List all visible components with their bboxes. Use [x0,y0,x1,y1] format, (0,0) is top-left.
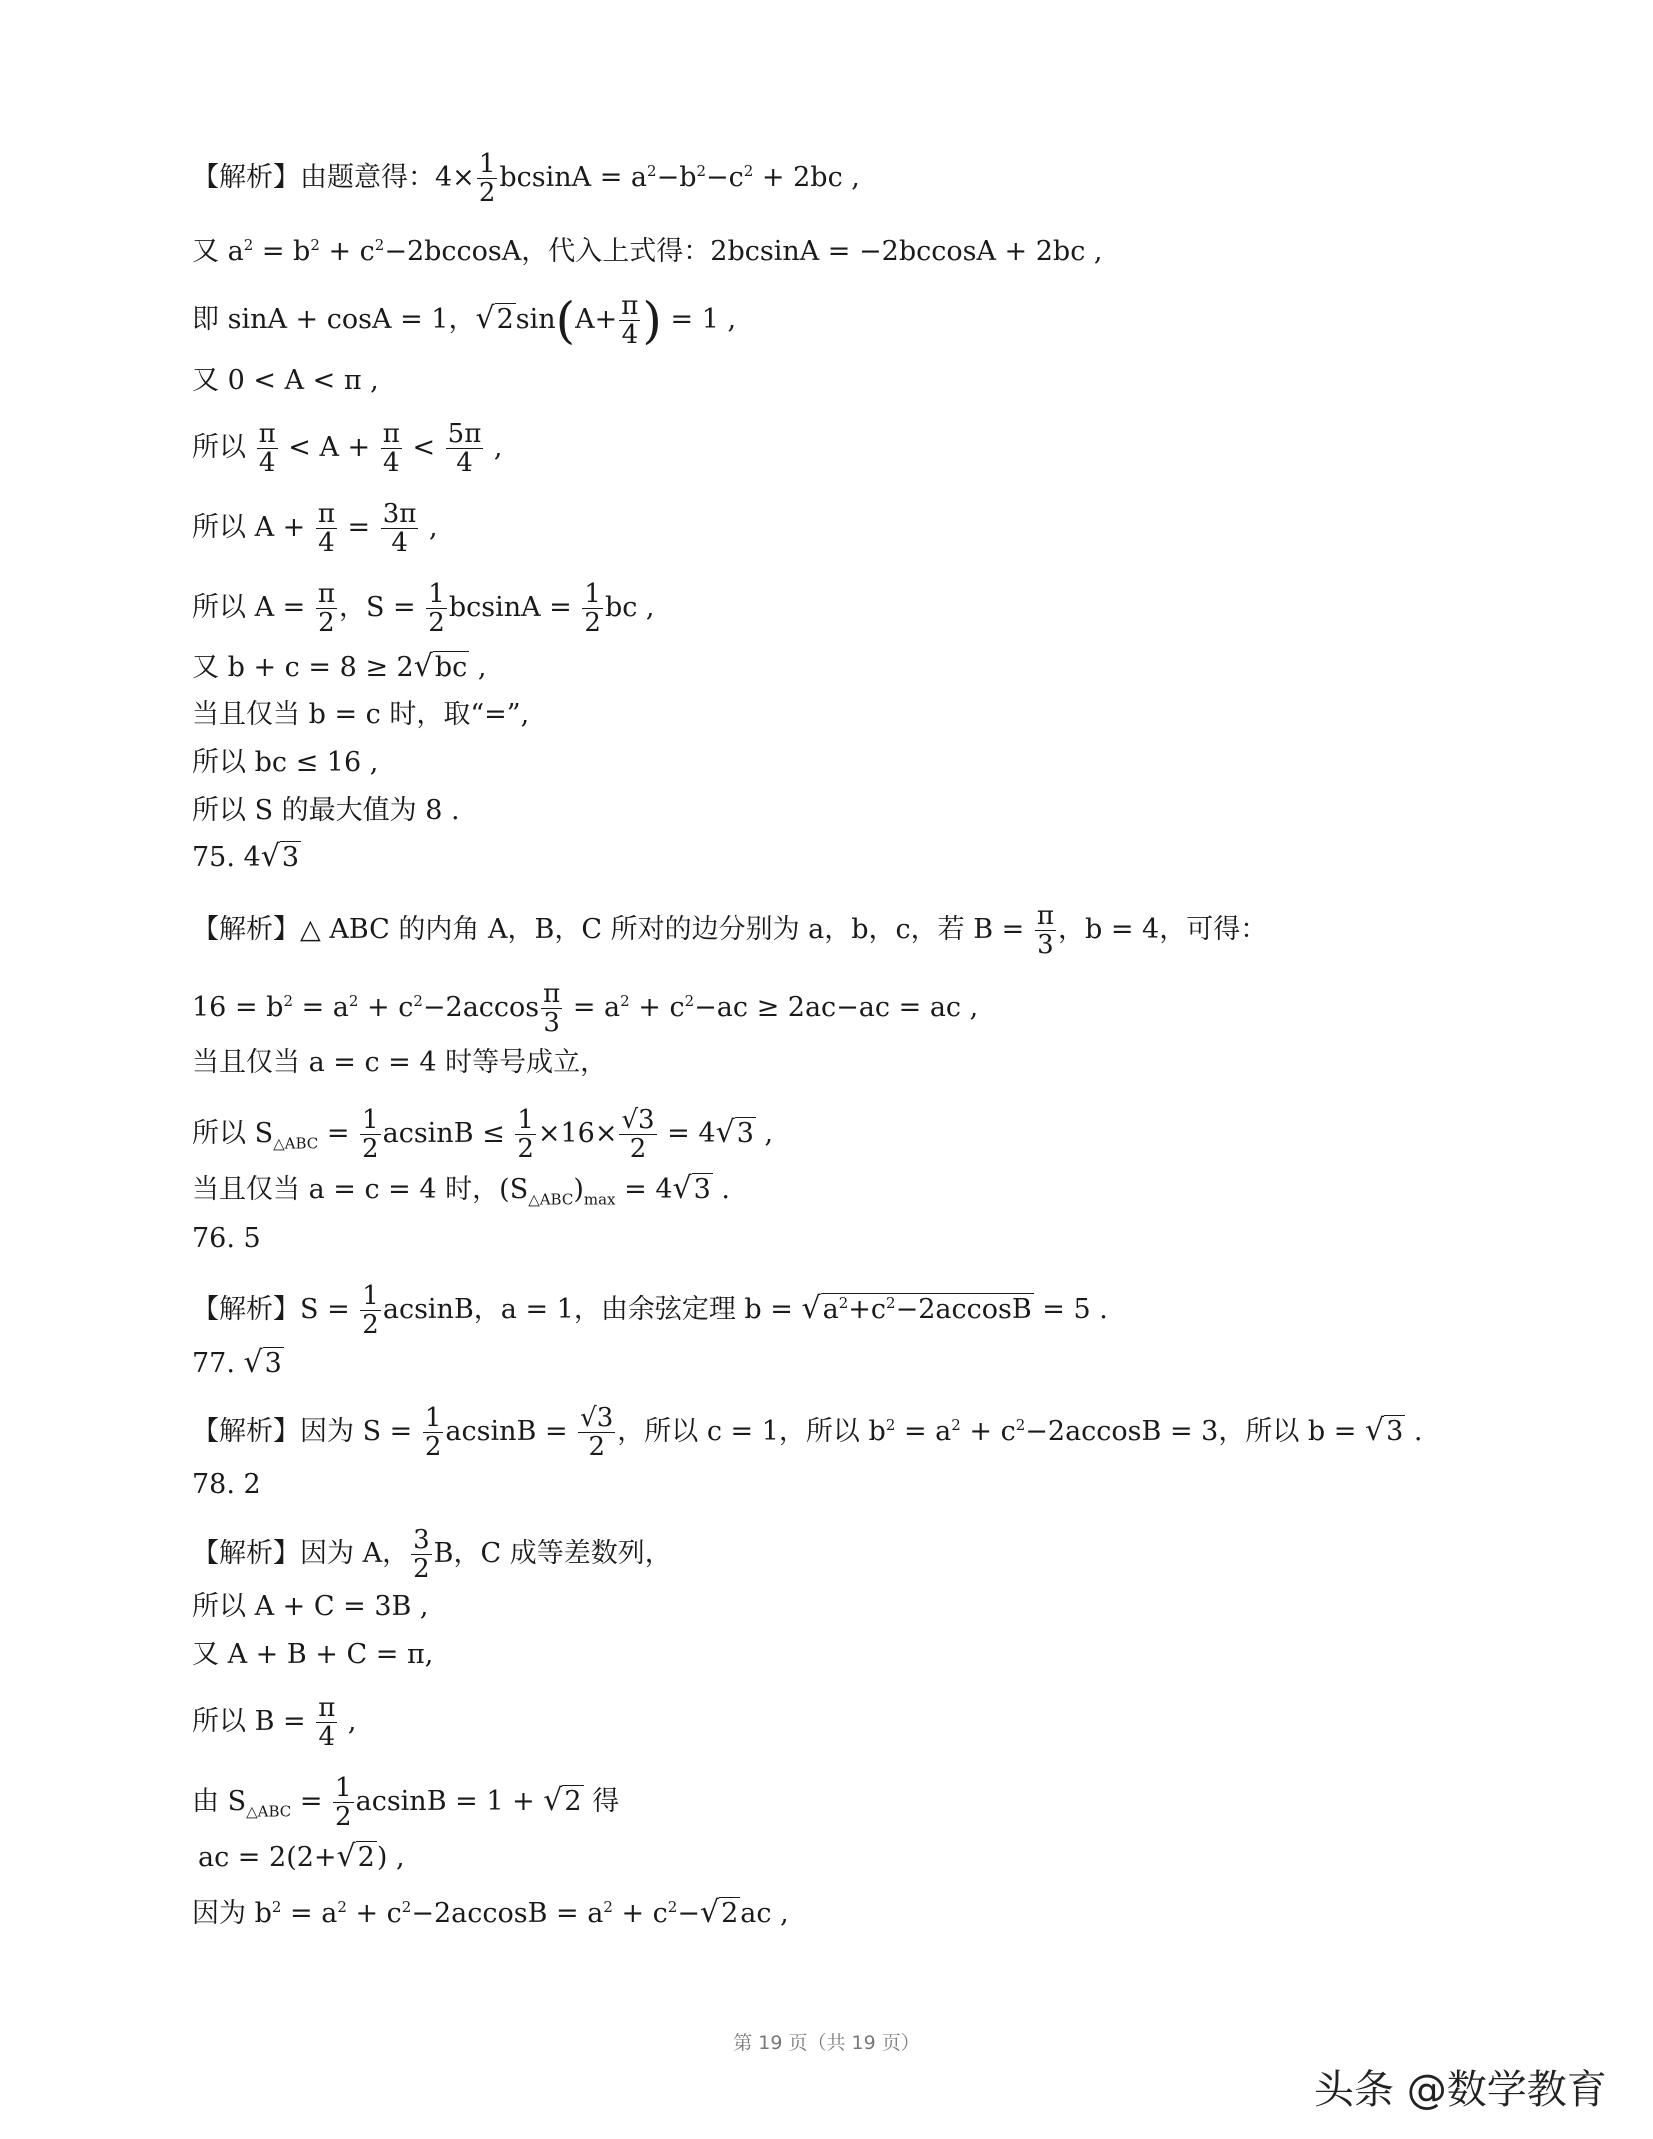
answer-78: 78. 2 [192,1469,261,1500]
line-08: 又 b + c = 8 ≥ 2√bc , [192,649,487,684]
line-27: 由 $S_{\triangle ABC}$ = $\frac{1}{2}$ acsinB = 1 + √2 得 [192,1773,620,1832]
line-21: 【解析】因为 S = $\frac{1}{2}$ acsinB = $\frac{√3}{2}$ ，所以 c = 1，所以 $b^2 = a^2 + c^2-2accosB = 3$，所以 b = √3 . [192,1403,1423,1462]
line-06: 所以 A + $\frac{\pi}{4}$ = $\frac{3\pi}{4}$ , [192,499,438,558]
line-14: $16 = b^2 = a^2 + c^2-2accos$ $\frac{\pi}{3}$ = $a^2 + c^2-ac \ge 2ac-ac$ = ac , [192,979,979,1038]
line-26: 所以 B = $\frac{\pi}{4}$ , [192,1693,357,1752]
line-03: 即 sinA + cosA = 1，√2sin(A+ $\frac{\pi}{4}$ ) = 1 , [192,291,737,350]
line-09: 当且仅当 b = c 时，取“=”, [192,699,530,730]
answer-76: 76. 5 [192,1223,261,1254]
line-16: 所以 $S_{\triangle ABC}$ = $\frac{1}{2}$ acsinB ≤ $\frac{1}{2}$ ×16× $\frac{√3}{2}$ = 4√3 , [192,1105,774,1164]
line-25: 又 A + B + C = π, [192,1639,434,1670]
line-28: ac = 2(2+√2) , [198,1839,405,1874]
line-10: 所以 bc ≤ 16 , [192,747,379,778]
watermark: 头条 @数学教育 [1314,2067,1607,2113]
line-07: 所以 A = $\frac{\pi}{2}$ ，S = $\frac{1}{2}$ bcsinA = $\frac{1}{2}$ bc , [192,579,655,638]
line-04: 又 0 < A < π , [192,365,379,396]
line-17: 当且仅当 a = c = 4 时，$(S_{\triangle ABC})_{max} = 4√3$ . [192,1171,730,1209]
line-01: 【解析】由题意得：4× $\frac{1}{2}$ $bcsinA = a^2-b^2-c^2 + 2bc$ , [192,149,860,208]
line-29: 因为 $b^2 = a^2 + c^2-2accosB = a^2 + c^2-√2ac$ , [192,1895,789,1930]
line-15: 当且仅当 a = c = 4 时等号成立， [192,1047,608,1078]
line-05: 所以 $\frac{\pi}{4}$ < A + $\frac{\pi}{4}$ < $\frac{5\pi}{4}$ , [192,419,503,478]
line-19: 【解析】S = $\frac{1}{2}$ acsinB，a = 1，由余弦定理 $b = √a^2+c^2-2accosB = 5$ . [192,1281,1108,1340]
line-24: 所以 A + C = 3B , [192,1591,429,1622]
answer-77: 77. √3 [192,1345,282,1380]
page-footer: 第 19 页（共 19 页） [733,2032,920,2054]
line-11: 所以 S 的最大值为 8 . [192,795,460,826]
line-02: 又 $a^2 = b^2 + c^2-2bccosA$，代入上式得：2bcsinA = −2bccosA + 2bc , [192,236,1103,267]
answer-75: 75. 4√3 [192,839,300,874]
line-23: 【解析】因为 A， $\frac{3}{2}$ B，C 成等差数列， [192,1525,672,1584]
line-13: 【解析】△ ABC 的内角 A，B，C 所对的边分别为 a，b，c，若 B = $\frac{\pi}{3}$ ，b = 4，可得： [192,901,1268,960]
